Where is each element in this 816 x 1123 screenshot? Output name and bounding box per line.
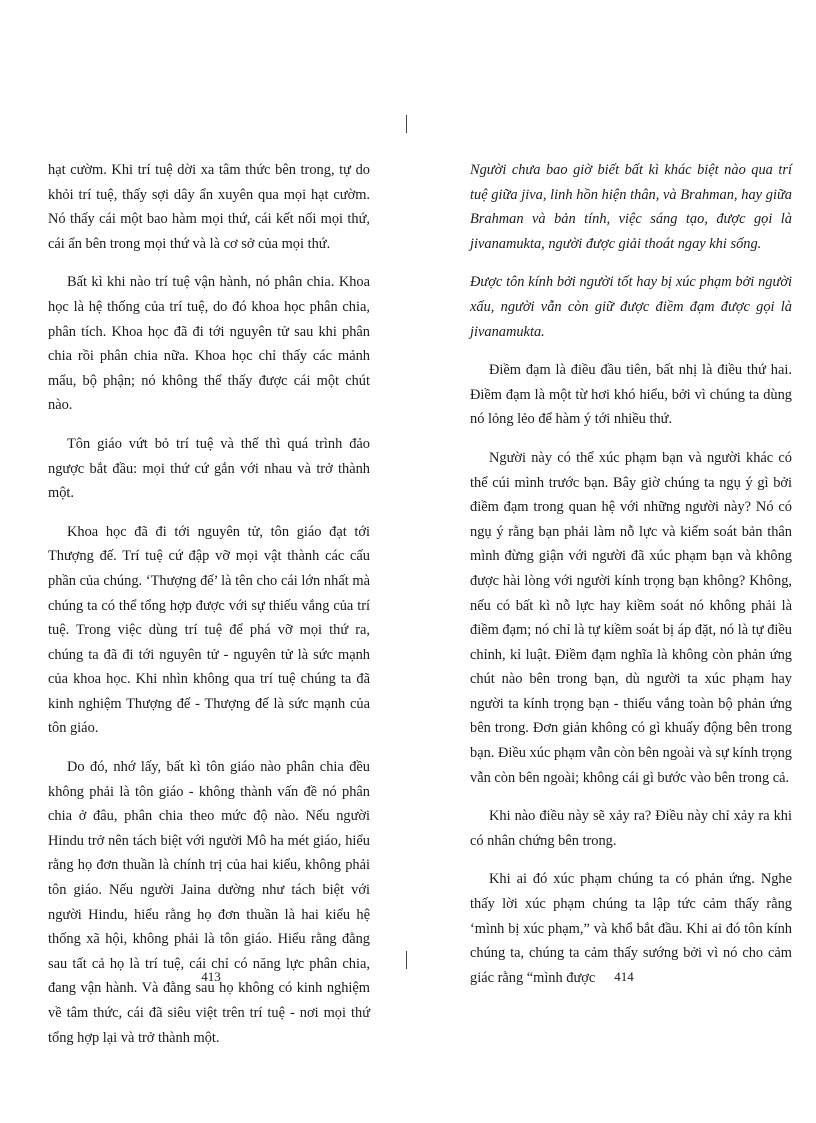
quote-paragraph: Người chưa bao giờ biết bất kì khác biệt nào qua trí tuệ giữa jiva, linh hồn hiện thân, và Brahman, hay giữa Brahman và bản tính, việc sáng tạo, được gọi là jivanamukta, người được giải thoát ngay khi sống. (470, 162, 792, 252)
paragraph: Do đó, nhớ lấy, bất kì tôn giáo nào phân chia đều không phải là tôn giáo - không thành vấn đề nó phân chia ở đâu, phân chia theo mức độ nào. Nếu người Hindu trở nên tách biệt với người Mô ha mét giáo, hiểu rằng họ đơn thuần là chính trị của hai kiểu, không phải tôn giáo. Nếu người Jaina dường như tách biệt với người Hindu, hiểu rằng họ đơn thuần là hai kiểu hệ thống xã hội, không phải là tôn giáo. Hiểu rằng đằng sau tất cả họ là trí tuệ, cái chỉ có năng lực phân chia, đang vận hành. Và đằng sau họ không có kinh nghiệm về tâm thức, cái đã siêu việt trên trí tuệ - nơi mọi thứ tổng hợp lại và trở thành một. (48, 759, 370, 1046)
left-page-text (48, 158, 370, 1064)
bottom-fold-mark (406, 951, 407, 969)
paragraph: Người này có thể xúc phạm bạn và người khác có thể cúi mình trước bạn. Bây giờ chúng ta ngụ ý gì bởi điềm đạm trong quan hệ với những người này? Nó có ngụ ý rằng bạn phải làm nỗ lực và kiểm soát bản thân mình đừng giận với người đã xúc phạm bạn và không được hài lòng với người kính trọng bạn không? Không, nếu có bất kì nỗ lực hay kiềm soát nó không phải là điềm đạm; nó chỉ là tự kiềm soát bị áp đặt, nó là tự điều chỉnh, kỉ luật. Điềm đạm nghĩa là không còn phản ứng chút nào bên trong bạn, dù người ta xúc phạm hay người ta kính trọng bạn - thiếu vắng toàn bộ phản ứng bên trong. Đơn giản không có gì khuấy động bên trong bạn. Điều xúc phạm vẫn còn bên ngoài và sự kính trọng vẫn còn bên ngoài; không cái gì bước vào bên trong cả. (470, 449, 792, 786)
quote-paragraph: Được tôn kính bởi người tốt hay bị xúc phạm bởi người xấu, người vẫn còn giữ được điềm đạm được gọi là jivanamukta. (470, 274, 792, 340)
right-page-text (470, 158, 792, 1004)
paragraph: Điềm đạm là điều đầu tiên, bất nhị là điều thứ hai. Điềm đạm là một từ hơi khó hiểu, bởi vì chúng ta dùng nó lỏng lẻo để hàm ý tới nhiều thứ. (470, 362, 792, 428)
paragraph: Tôn giáo vứt bỏ trí tuệ và thế thì quá trình đảo ngược bắt đầu: mọi thứ cứ gắn với nhau và trở thành một. (48, 435, 370, 502)
paragraph: Khoa học đã đi tới nguyên tử, tôn giáo đạt tới Thượng đế. Trí tuệ cứ đập vỡ mọi vật thành các cấu phần của chúng. ‘Thượng đế’ là tên cho cái lớn nhất mà chúng ta có thể tổng hợp được với sự thiếu vắng của trí tuệ. Trong việc dùng trí tuệ để phá vỡ mọi thứ ra, chúng ta đã đi tới nguyên tử - nguyên tử là sức mạnh của khoa học. Khi nhìn không qua trí tuệ chúng ta đã kinh nghiệm Thượng đế - Thượng đế là sức mạnh của tôn giáo. (48, 523, 370, 737)
page-number-left: 413 (201, 969, 221, 984)
paragraph: Bất kì khi nào trí tuệ vận hành, nó phân chia. Khoa học là hệ thống của trí tuệ, do đó khoa học phân chia, phân tích. Khoa học đã đi tới nguyên tử sau khi phân chia rồi phân chia nữa. Khoa học chỉ thấy các mảnh mẩu, bộ phận; nó không thể thấy được cái một chút nào. (48, 274, 370, 414)
page-number-right: 414 (614, 969, 634, 984)
verse-quote (470, 158, 792, 344)
paragraph: Khi ai đó xúc phạm chúng ta có phản ứng. Nghe thấy lời xúc phạm chúng ta lập tức cảm thấy rằng ‘mình bị xúc phạm,” và khổ bắt đầu. Khi ai đó tôn kính chúng ta, chúng ta cảm thấy sướng bởi vì nó cho cảm giác rằng “mình được (470, 871, 792, 986)
paragraph: hạt cườm. Khi trí tuệ dời xa tâm thức bên trong, tự do khỏi trí tuệ, thấy sợi dây ẩn xuyên qua mọi hạt cườm. Nó thấy cái một bao hàm mọi thứ, cái kết nối mọi thứ, cái ẩn bên trong mọi thứ và là cơ sở của mọi thứ. (48, 162, 370, 252)
top-fold-mark (406, 115, 407, 133)
paragraph: Khi nào điều này sẽ xảy ra? Điều này chỉ xảy ra khi có nhân chứng bên trong. (470, 808, 792, 849)
